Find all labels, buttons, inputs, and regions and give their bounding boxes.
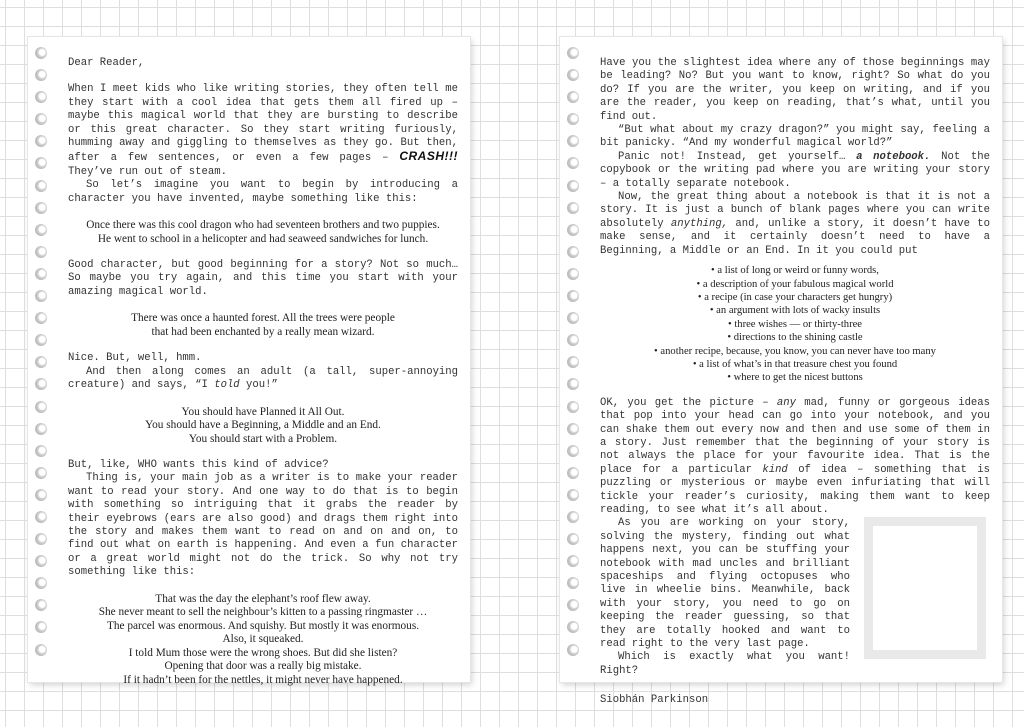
quote-beginnings: That was the day the elephant’s roof flew away. She never meant to sell the neighbour’s kitten to a passing ringmaster … The parcel was enormous. And squishy. But mostly it was enormous. Also, it squeaked. I told Mum those were the wrong shoes. But did she listen? Opening that door was a really big mistake. If it hadn’t been for the nettles, it might never have happened. [98, 592, 428, 686]
right-page-text [600, 57, 990, 708]
paragraph-panic-not: Panic not! Instead, get yourself… a notebook. Not the copybook or the writing pad where you are writing your story – a totally separate notebook. [600, 150, 991, 190]
wrapped-text-block [600, 517, 850, 707]
left-page [28, 37, 470, 686]
paragraph-main-job: Thing is, your main job as a writer is to make your reader want to read your story. And one way to do that is to begin with something so intriguing that it grabs the reader by their eyebrows (ears are also good) and drags them right into the story and makes them want to read on and on and on, to find out what on earth is happening. And even a fun character or a great world might not do the trick. So why not try something like this: [68, 472, 458, 579]
list-item: • another recipe, because, you know, you can never have too many [600, 345, 990, 358]
right-page [560, 37, 1002, 707]
notebook-ideas-list [600, 264, 990, 385]
paragraph-notebook: Now, the great thing about a notebook is that it is not a story. It is just a bunch of blank pages where you can write absolutely anything, and, unlike a story, it doesn’t have to make sense, and it certainly doesn’t need to have a Beginning, a Middle or an End. In it you could put [600, 191, 991, 257]
list-item: • a recipe (in case your characters get hungry) [600, 291, 990, 304]
list-item: • a description of your fabulous magical world [600, 278, 990, 291]
binder-holes-right [567, 47, 579, 666]
author-signature: Siobhán Parkinson [600, 694, 709, 707]
quote-advice: You should have Planned it All Out. You should have a Beginning, a Middle and an End. You should start with a Problem. [145, 405, 381, 445]
list-item: • a list of long or weird or funny words, [600, 264, 990, 277]
paragraph-ok-picture: OK, you get the picture – any mad, funny or gorgeous ideas that pop into your head can go into your notebook, and you can shake them out every now and then and use some of them in a story. Just remember that the beginning of your story is not always the place for your favourite idea. That is the place for a particular kind of idea – something that is puzzling or mysterious or maybe even infuriating that will tickle your reader’s curiosity, making them want to keep reading, to see what it’s all about. [600, 396, 990, 516]
paragraph-who-wants: But, like, WHO wants this kind of advice? [68, 459, 329, 471]
paragraph-slightest-idea: Have you the slightest idea where any of those beginnings may be leading? No? But you want to know, right? So what do you do? If you are the writer, you keep on writing, and if you are the reader, you keep on reading, that’s what, until you find out. [600, 57, 990, 123]
list-item: • where to get the nicest buttons [600, 371, 990, 384]
paragraph-crazy-dragon: “But what about my crazy dragon?” you might say, feeling a bit panicky. “And my wonderful magical world?” [600, 124, 990, 150]
paragraph-exactly: Which is exactly what you want! Right? [600, 651, 850, 677]
binder-holes-left [35, 47, 47, 666]
paragraph-working: As you are working on your story, solving the mystery, finding out what happens next, you can be stuffing your notebook with mad uncles and brilliant spaceships and flying octopuses who live in wheelie bins. Meanwhile, back with your story, you need to go on keeping the reader guessing, so that they are totally hooked and want to read right to the very last page. [600, 517, 850, 651]
left-page-text [68, 57, 458, 700]
list-item: • an argument with lots of wacky insults [600, 304, 990, 317]
list-item: • a list of what’s in that treasure chest you found [600, 358, 990, 371]
paragraph-imagine: So let’s imagine you want to begin by introducing a character you have invented, maybe something like this: [68, 179, 458, 205]
paragraph-good-character: Good character, but good beginning for a story? Not so much… So maybe you try again, and this time you start with your amazing magical world. [68, 259, 458, 298]
paragraph-intro: When I meet kids who like writing stories, they often tell me they start with a cool idea that gets them all fired up – maybe this magical world that they are bursting to describe or this great character. So they start writing furiously, humming away and giggling to themselves as they go. But then, after a few sentences, or even a few pages – CRASH!!! They’ve run out of steam. [68, 83, 458, 178]
list-item: • directions to the shining castle [600, 331, 990, 344]
quote-forest: There was once a haunted forest. All the trees were people that had been enchanted by a really mean wizard. [131, 312, 395, 338]
paragraph-adult: And then along comes an adult (a tall, super-annoying creature) and says, “I told you!” [68, 365, 458, 392]
quote-dragon: Once there was this cool dragon who had seventeen brothers and two puppies. He went to school in a helicopter and had seaweed sandwiches for lunch. [86, 219, 440, 245]
crash-word: CRASH!!! [399, 149, 458, 164]
list-item: • three wishes — or thirty-three [600, 318, 990, 331]
paragraph-nice: Nice. But, well, hmm. [68, 352, 202, 365]
salutation: Dear Reader, [68, 57, 145, 69]
